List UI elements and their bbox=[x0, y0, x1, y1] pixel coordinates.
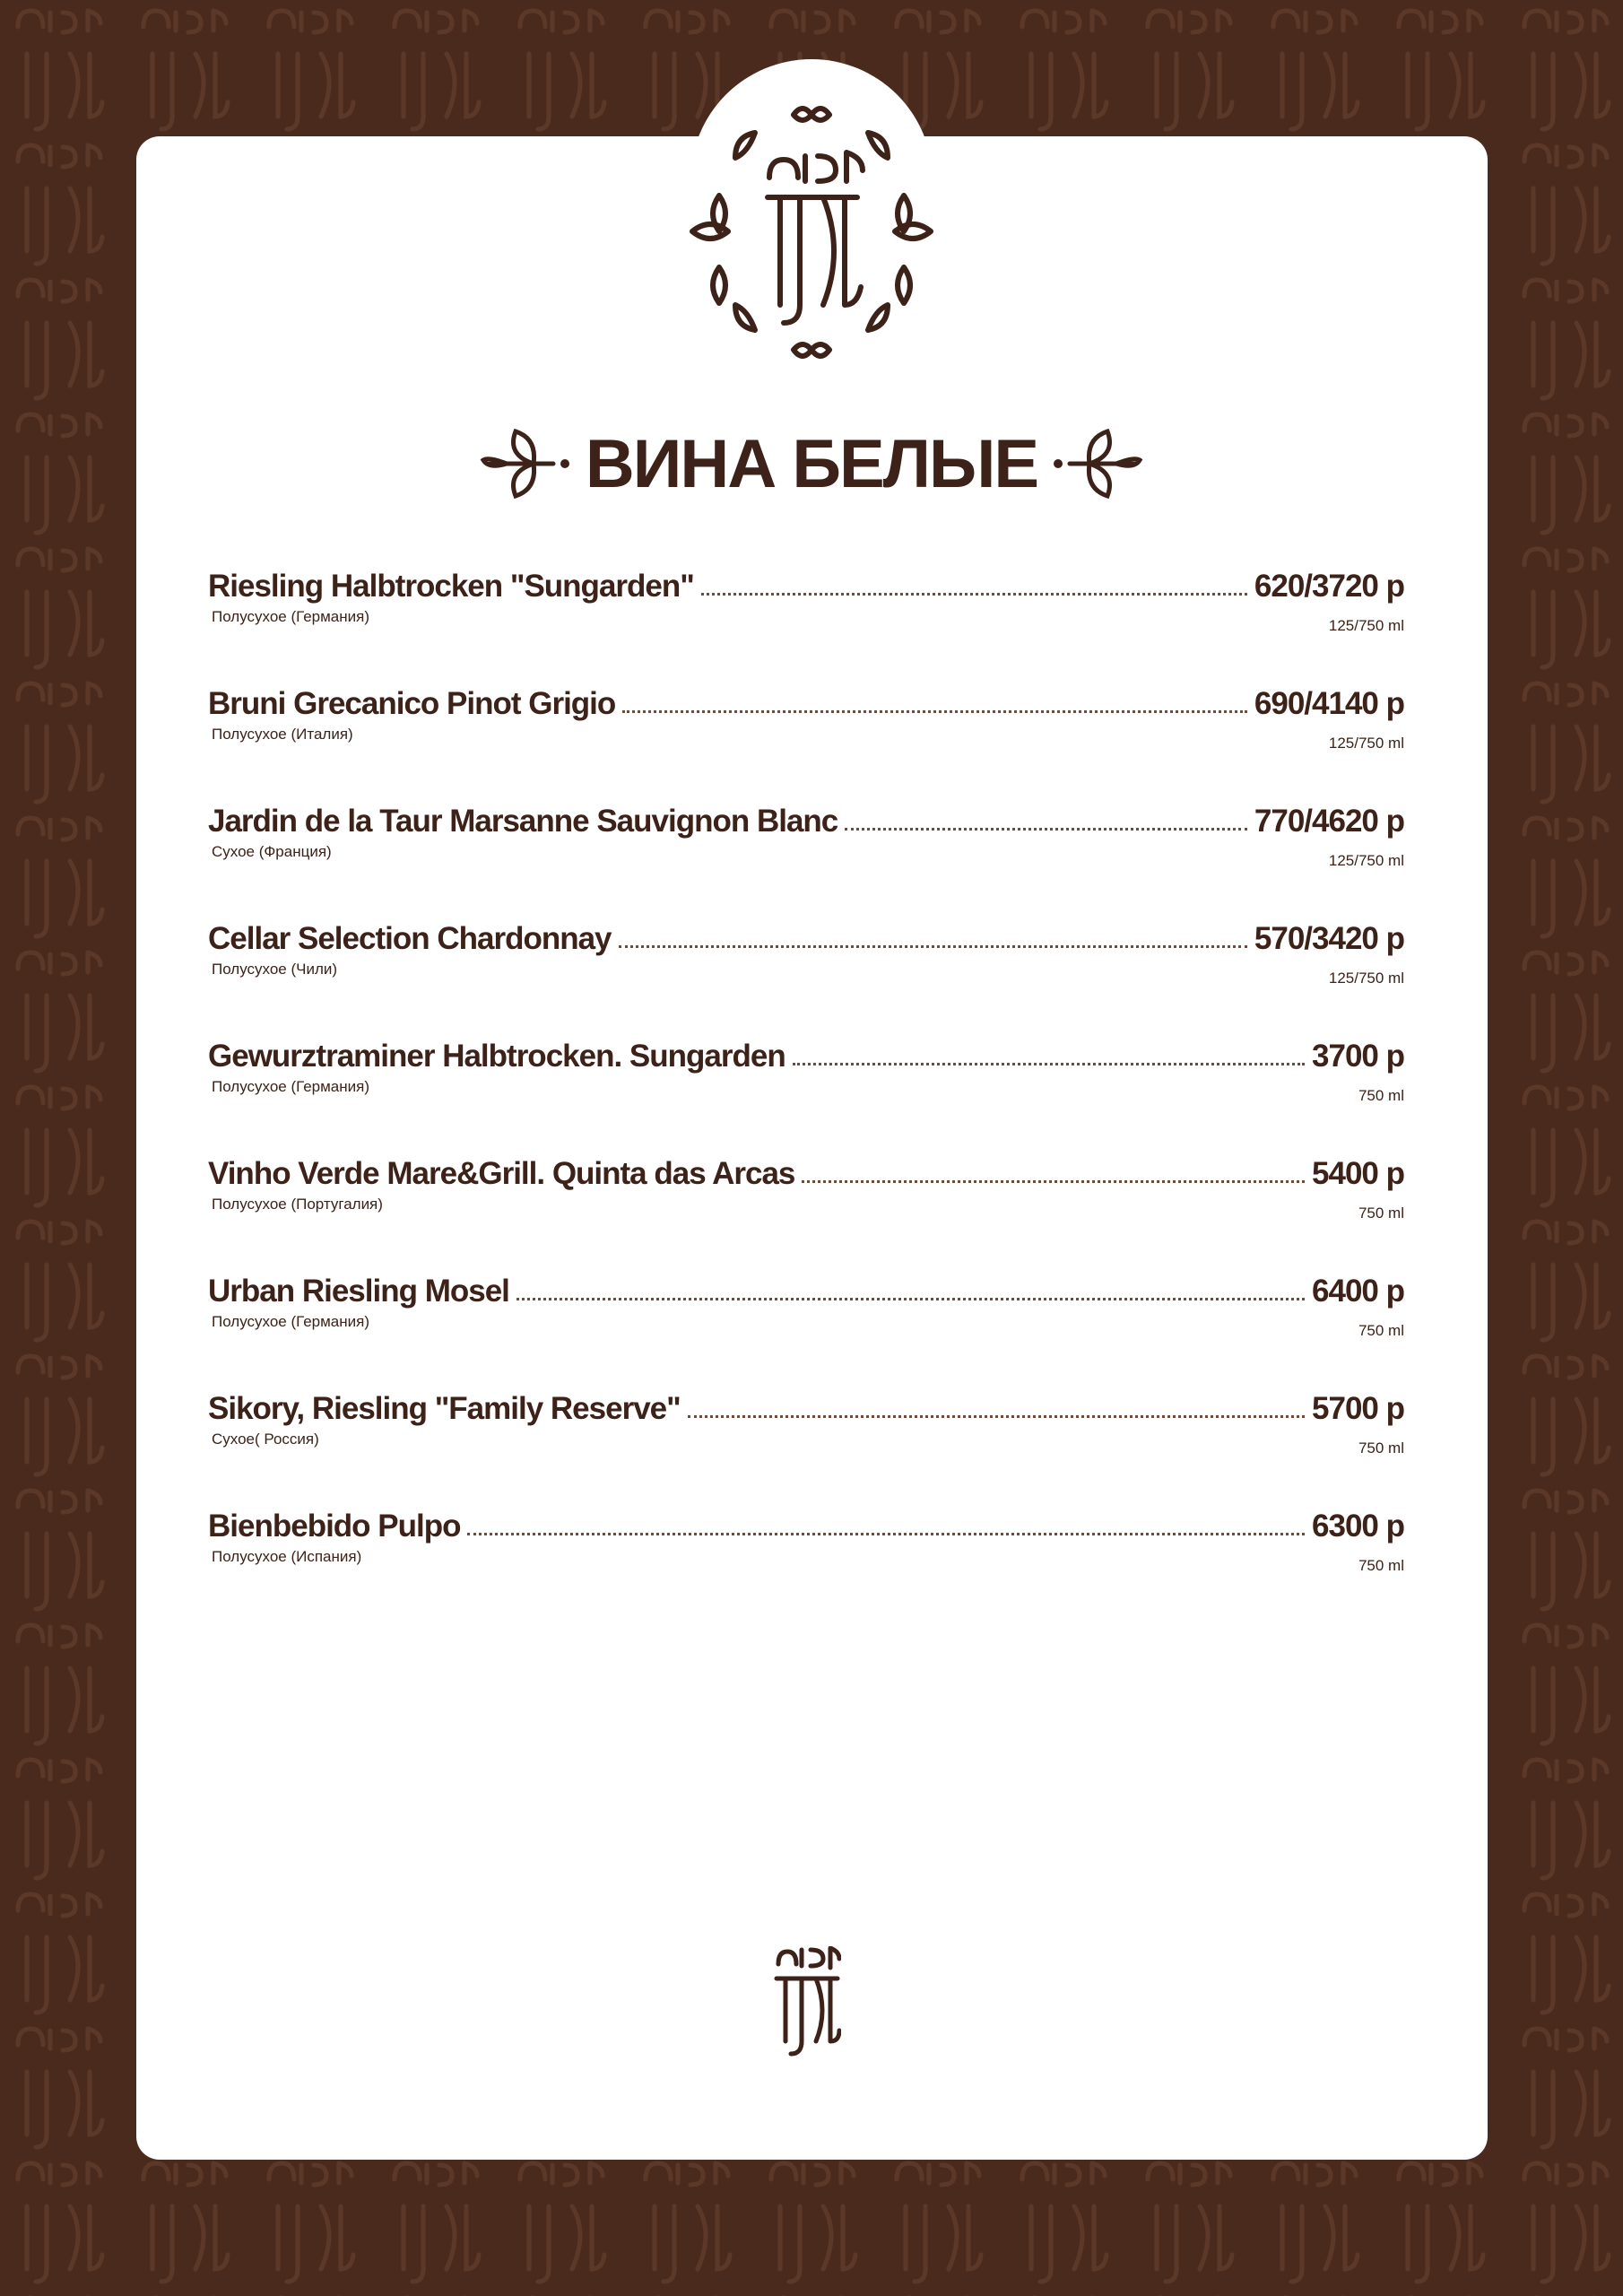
chai-small-logo bbox=[773, 1946, 841, 2059]
dot-leader bbox=[845, 828, 1247, 831]
wine-price: 5700 р bbox=[1312, 1391, 1404, 1426]
wine-description: Полусухое (Германия) bbox=[212, 1313, 370, 1330]
wine-list bbox=[208, 556, 1404, 1613]
wine-description: Полусухое (Германия) bbox=[212, 1078, 370, 1095]
wine-name: Urban Riesling Mosel bbox=[208, 1274, 509, 1309]
wine-price: 5400 р bbox=[1312, 1156, 1404, 1191]
wine-item bbox=[208, 556, 1404, 674]
wine-price: 770/4620 р bbox=[1254, 804, 1404, 839]
section-header bbox=[0, 414, 1623, 513]
wine-description: Полусухое (Германия) bbox=[212, 608, 370, 625]
dot-leader bbox=[793, 1063, 1305, 1065]
wine-item bbox=[208, 1026, 1404, 1144]
wine-name: Jardin de la Taur Marsanne Sauvignon Blanc bbox=[208, 804, 838, 839]
dot-leader bbox=[802, 1180, 1305, 1183]
wine-description: Полусухое (Италия) bbox=[212, 726, 353, 743]
wine-price: 690/4140 р bbox=[1254, 686, 1404, 721]
wine-volume: 125/750 ml bbox=[1328, 735, 1404, 752]
wine-price: 3700 р bbox=[1312, 1039, 1404, 1074]
wine-item bbox=[208, 791, 1404, 909]
wine-name: Vinho Verde Mare&Grill. Quinta das Arcas bbox=[208, 1156, 795, 1191]
wine-item bbox=[208, 1378, 1404, 1496]
wine-description: Полусухое (Португалия) bbox=[212, 1196, 383, 1213]
wine-name: Bienbebido Pulpo bbox=[208, 1509, 461, 1544]
dot-leader bbox=[467, 1533, 1305, 1535]
wine-volume: 125/750 ml bbox=[1328, 852, 1404, 869]
wine-name: Riesling Halbtrocken "Sungarden" bbox=[208, 569, 694, 604]
dot-leader bbox=[622, 710, 1247, 713]
wine-name: Sikory, Riesling "Family Reserve" bbox=[208, 1391, 681, 1426]
wine-item bbox=[208, 909, 1404, 1026]
page-title: ВИНА БЕЛЫЕ bbox=[585, 425, 1038, 502]
leaf-flourish-left-icon bbox=[480, 419, 560, 509]
wine-item bbox=[208, 1261, 1404, 1378]
dot-leader bbox=[619, 945, 1247, 948]
dot-leader bbox=[516, 1298, 1305, 1300]
chai-monogram-logo bbox=[674, 97, 949, 366]
wine-description: Сухое( Россия) bbox=[212, 1431, 319, 1448]
wine-price: 6400 р bbox=[1312, 1274, 1404, 1309]
wine-name: Gewurztraminer Halbtrocken. Sungarden bbox=[208, 1039, 785, 1074]
wine-volume: 750 ml bbox=[1358, 1087, 1404, 1104]
wine-description: Полусухое (Чили) bbox=[212, 961, 338, 978]
wine-price: 6300 р bbox=[1312, 1509, 1404, 1544]
dot-separator bbox=[560, 459, 569, 468]
wine-volume: 750 ml bbox=[1358, 1439, 1404, 1457]
wine-description: Сухое (Франция) bbox=[212, 843, 332, 860]
wine-volume: 125/750 ml bbox=[1328, 617, 1404, 634]
wine-name: Bruni Grecanico Pinot Grigio bbox=[208, 686, 616, 721]
wine-description: Полусухое (Испания) bbox=[212, 1548, 362, 1565]
wine-item bbox=[208, 1144, 1404, 1261]
wine-volume: 125/750 ml bbox=[1328, 970, 1404, 987]
dot-leader bbox=[701, 593, 1247, 596]
wine-item bbox=[208, 674, 1404, 791]
wine-price: 570/3420 р bbox=[1254, 921, 1404, 956]
wine-item bbox=[208, 1496, 1404, 1613]
wine-volume: 750 ml bbox=[1358, 1205, 1404, 1222]
dot-separator bbox=[1054, 459, 1063, 468]
wine-price: 620/3720 р bbox=[1254, 569, 1404, 604]
wine-volume: 750 ml bbox=[1358, 1322, 1404, 1339]
wine-volume: 750 ml bbox=[1358, 1557, 1404, 1574]
wine-name: Cellar Selection Chardonnay bbox=[208, 921, 612, 956]
dot-leader bbox=[688, 1415, 1305, 1418]
leaf-flourish-right-icon bbox=[1063, 419, 1143, 509]
